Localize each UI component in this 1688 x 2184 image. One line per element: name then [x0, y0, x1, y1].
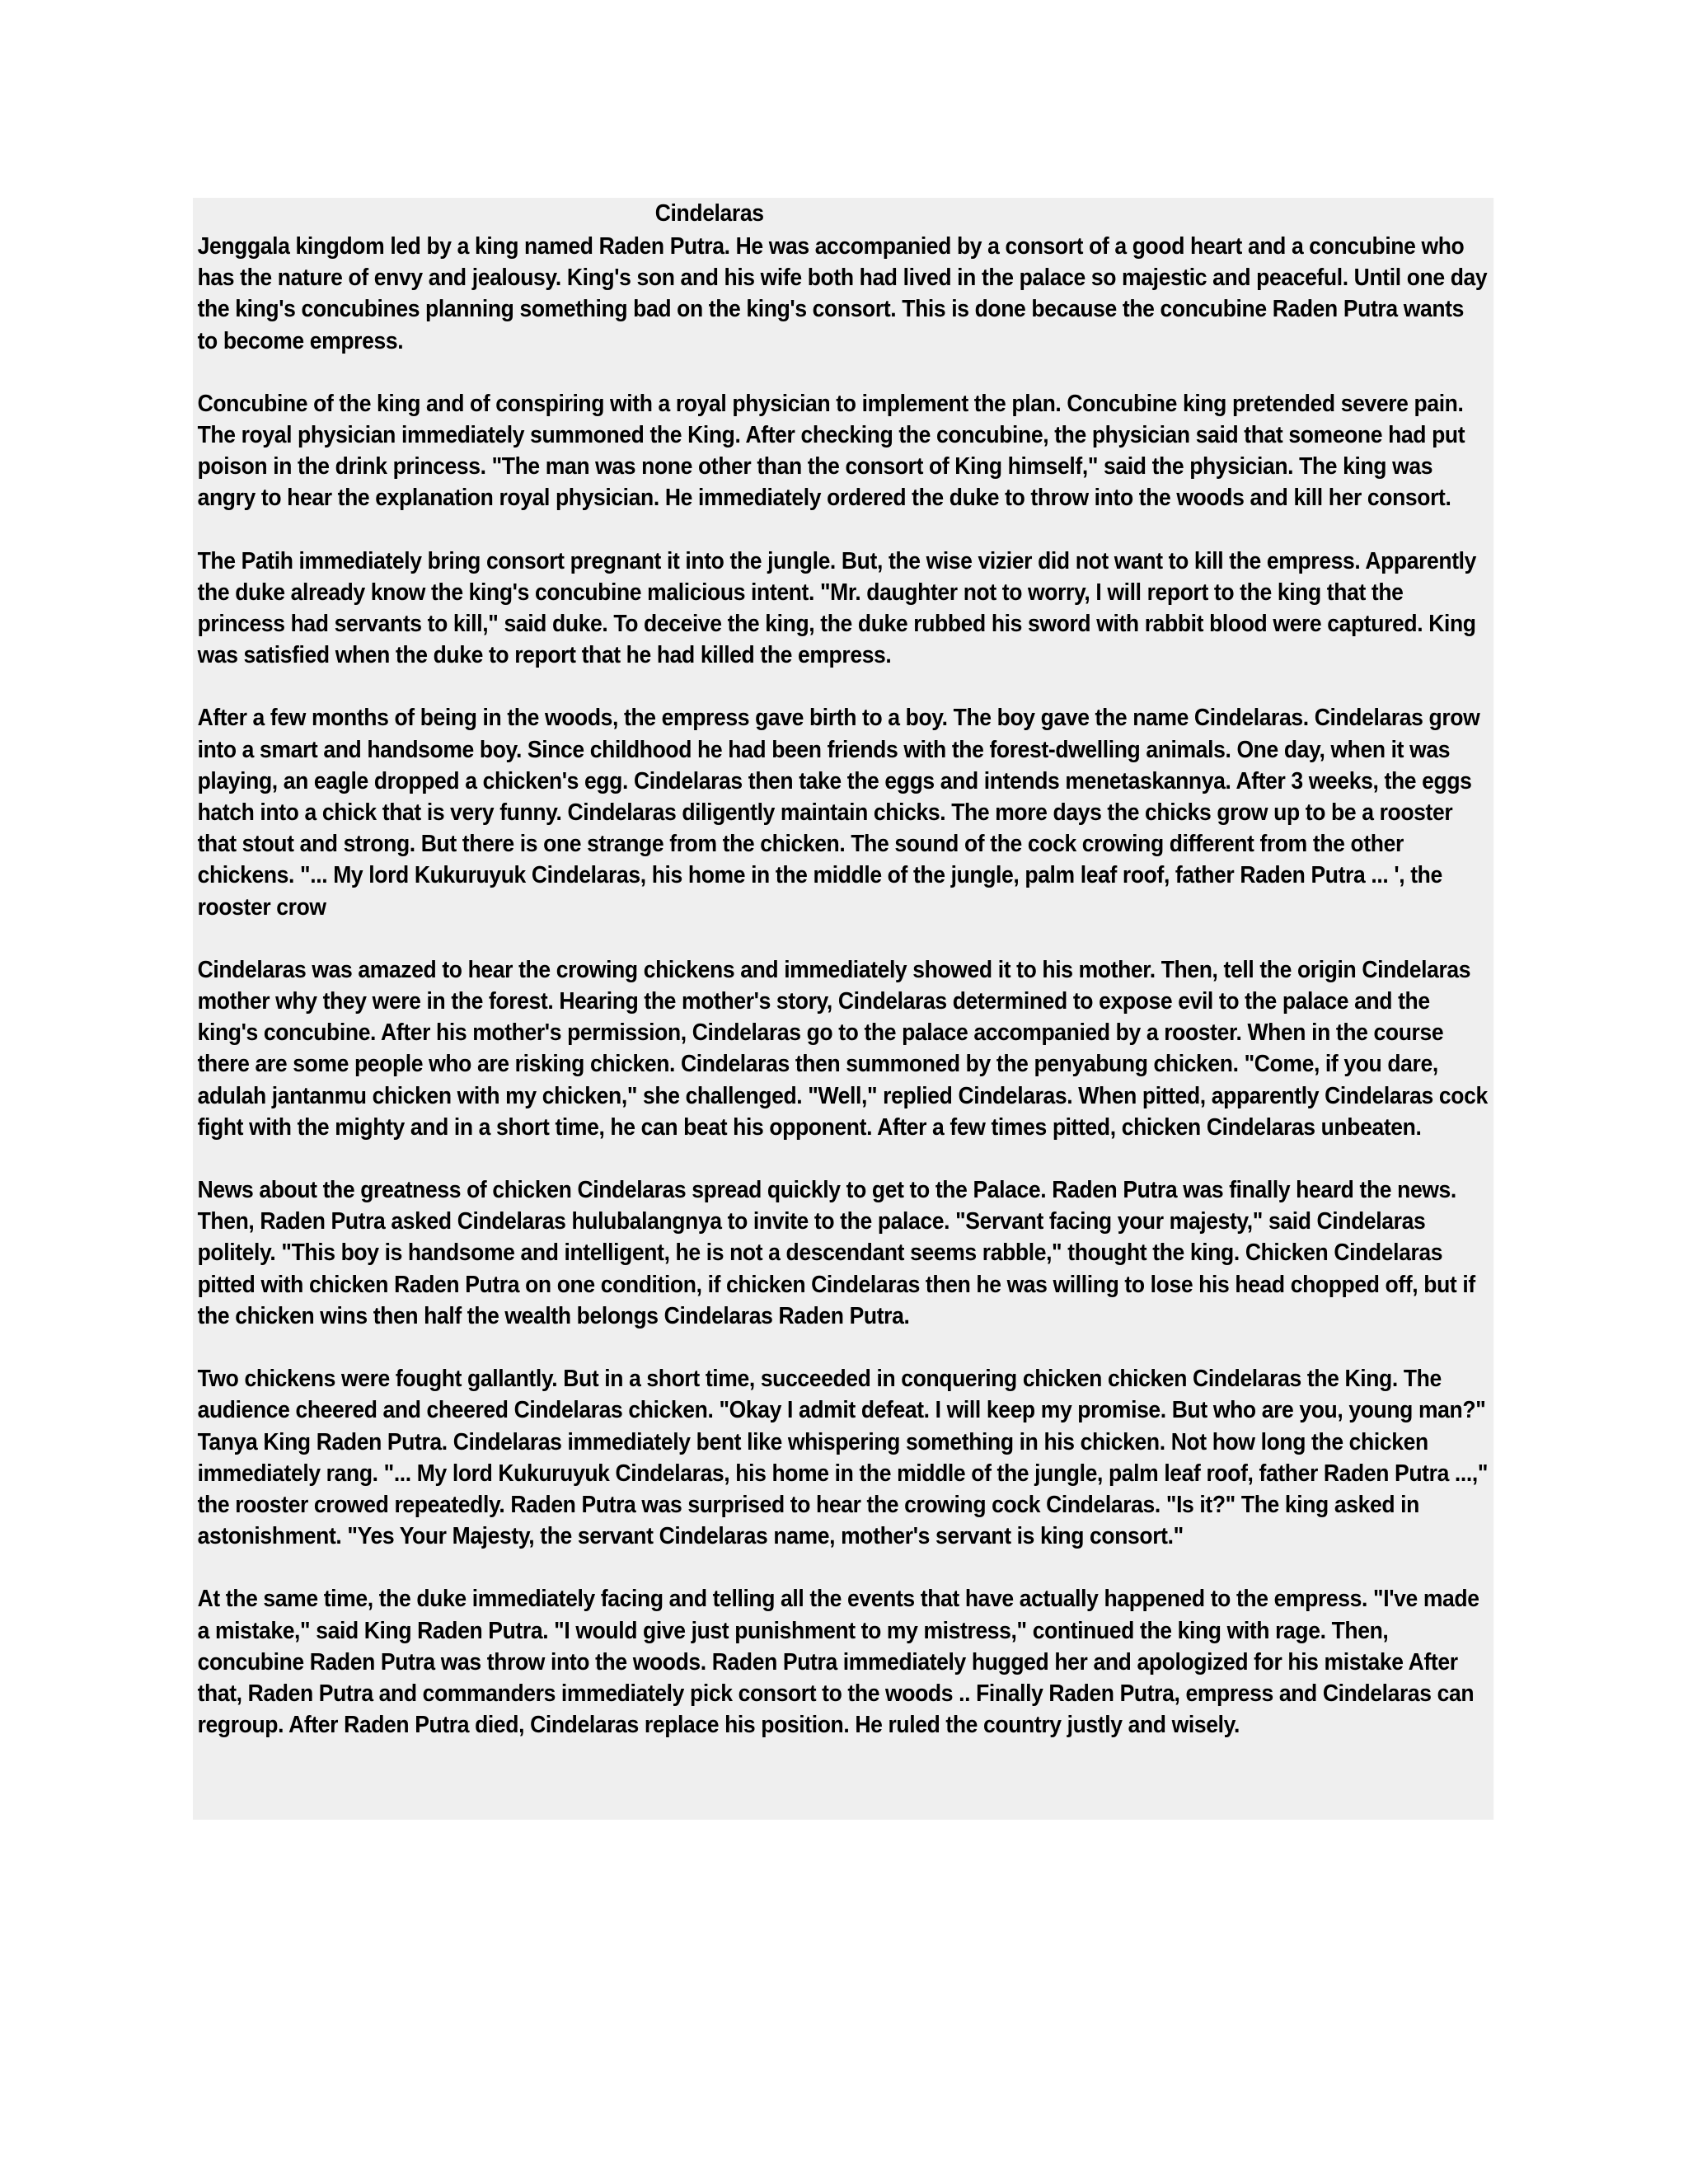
- paragraph-gap: [198, 514, 1489, 546]
- paragraph-3: The Patih immediately bring consort pregnant it into the jungle. But, the wise vizier did not want to kill the empress. Apparently the duke already know the king's concubine malicious intent. "Mr. daughter not to worry, I will report to the king that the princess had servants to kill," said duke. To deceive the king, the duke rubbed his sword with rabbit blood were captured. King was satisfied when the duke to report that he had killed the empress.: [197, 547, 1477, 669]
- story-text-block: [193, 198, 1493, 1820]
- paragraph-8: At the same time, the duke immediately facing and telling all the events that have actually happened to the empress. "I've made a mistake," said King Raden Putra. "I would give just punishment to my mistress," continued the king with rage. Then, concubine Raden Putra was throw into the woods. Raden Putra immediately hugged her and apologized for his mistake After that, Raden Putra and commanders immediately pick consort to the woods .. Finally Raden Putra, empress and Cindelaras can regroup. After Raden Putra died, Cindelaras replace his position. He ruled the country justly and wisely.: [197, 1586, 1479, 1739]
- paragraph-7: Two chickens were fought gallantly. But in a short time, succeeded in conquering chicken chicken Cindelaras the King. The audience cheered and cheered Cindelaras chicken. "Okay I admit defeat. I will keep my promise. But who are you, young man?" Tanya King Raden Putra. Cindelaras immediately bent like whispering something in his chicken. Not how long the chicken immediately rang. "... My lord Kukuruyuk Cindelaras, his home in the middle of the jungle, palm leaf roof, father Raden Putra ...," the rooster crowed repeatedly. Raden Putra was surprised to hear the crowing cock Cindelaras. "Is it?" The king asked in astonishment. "Yes Your Majesty, the servant Cindelaras name, mother's servant is king consort.": [197, 1366, 1489, 1550]
- paragraph-1: Jenggala kingdom led by a king named Raden Putra. He was accompanied by a consort of a good heart and a concubine who has the nature of envy and jealousy. King's son and his wife both had lived in the palace so majestic and peaceful. Until one day the king's concubines planning something bad on the king's consort. This is done because the concubine Raden Putra wants to become empress.: [197, 233, 1488, 354]
- paragraph-gap: [198, 357, 1489, 388]
- paragraph-6: News about the greatness of chicken Cindelaras spread quickly to get to the Palace. Raden Putra was finally heard the news. Then, Raden Putra asked Cindelaras hulubalangnya to invite to the palace. "Servant facing your majesty," said Cindelaras politely. "This boy is handsome and intelligent, he is not a descendant seems rabble," thought the king. Chicken Cindelaras pitted with chicken Raden Putra on one condition, if chicken Cindelaras then he was willing to lose his head chopped off, but if the chicken wins then half the wealth belongs Cindelaras Raden Putra.: [197, 1177, 1475, 1329]
- paragraph-gap: [198, 671, 1489, 702]
- paragraph-gap: [198, 923, 1489, 954]
- paragraph-gap: [198, 1143, 1489, 1174]
- document-title: Cindelaras: [654, 200, 764, 227]
- paragraph-4: After a few months of being in the woods, the empress gave birth to a boy. The boy gave the name Cindelaras. Cindelaras grow into a smart and handsome boy. Since childhood he had been friends with the forest-dwelling animals. One day, when it was playing, an eagle dropped a chicken's egg. Cindelaras then take the eggs and intends menetaskannya. After 3 weeks, the eggs hatch into a chick that is very funny. Cindelaras diligently maintain chicks. The more days the chicks grow up to be a rooster that stout and strong. But there is one strange from the chicken. The sound of the cock crowing different from the other chickens. "... My lord Kukuruyuk Cindelaras, his home in the middle of the jungle, palm leaf roof, father Raden Putra ... ', the rooster crow: [197, 705, 1480, 921]
- paragraph-gap: [198, 1332, 1489, 1363]
- paragraph-gap: [198, 1552, 1489, 1583]
- paragraph-2: Concubine of the king and of conspiring with a royal physician to implement the plan. Concubine king pretended severe pain. The royal physician immediately summoned the King. After checking the concubine, the physician said that someone had put poison in the drink princess. "The man was none other than the consort of King himself," said the physician. The king was angry to hear the explanation royal physician. He immediately ordered the duke to throw into the woods and kill her consort.: [197, 390, 1465, 512]
- paragraph-5: Cindelaras was amazed to hear the crowing chickens and immediately showed it to his mother. Then, tell the origin Cindelaras mother why they were in the forest. Hearing the mother's story, Cindelaras determined to expose evil to the palace and the king's concubine. After his mother's permission, Cindelaras go to the palace accompanied by a rooster. When in the course there are some people who are risking chicken. Cindelaras then summoned by the penyabung chicken. "Come, if you dare, adulah jantanmu chicken with my chicken," she challenged. "Well," replied Cindelaras. When pitted, apparently Cindelaras cock fight with the mighty and in a short time, he can beat his opponent. After a few times pitted, chicken Cindelaras unbeaten.: [197, 956, 1488, 1141]
